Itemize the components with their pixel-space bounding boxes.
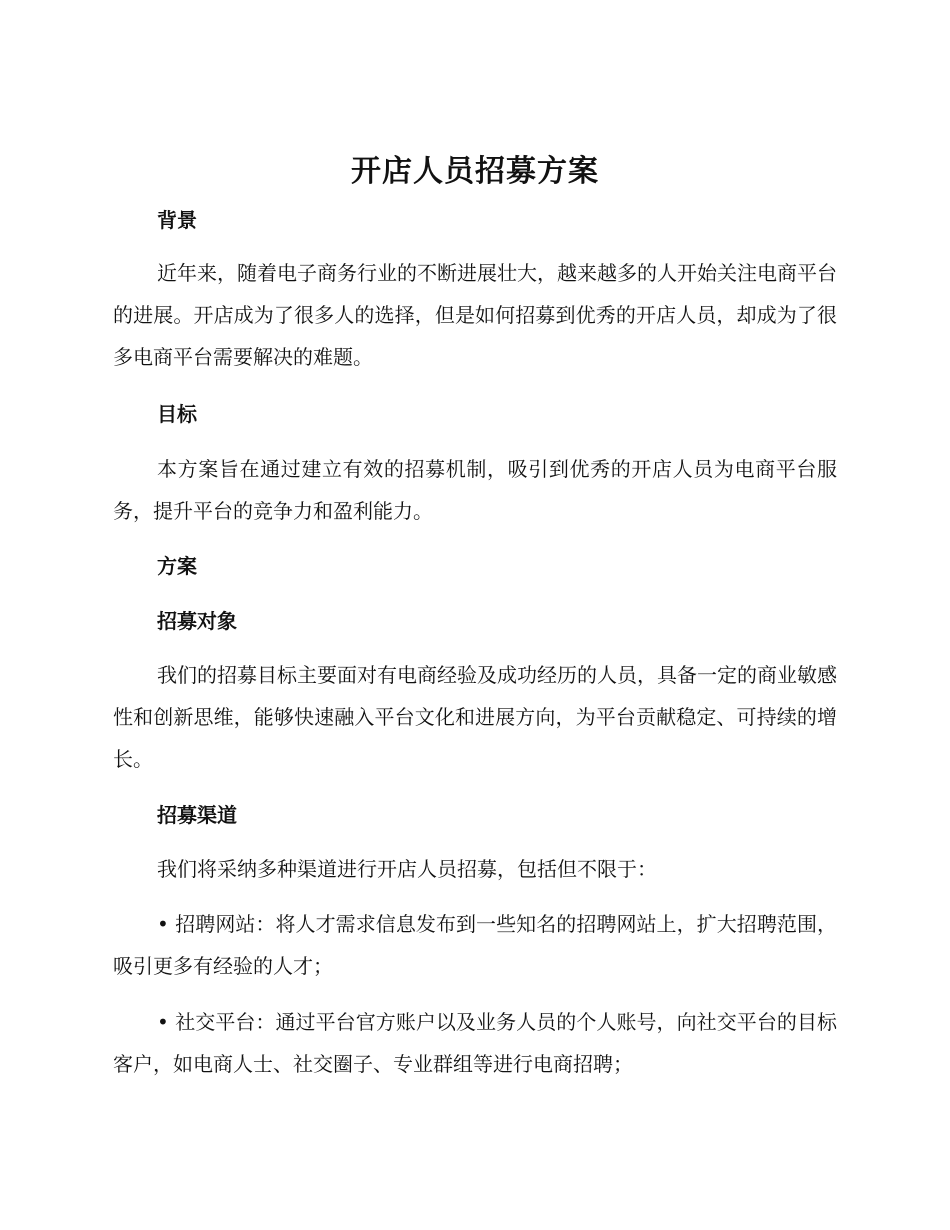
heading-recruit-target: 招募对象 (157, 609, 237, 633)
list-item-social-platform: • 社交平台：通过平台官方账户以及业务人员的个人账号，向社交平台的目标客户，如电商人士、社交圈子、专业群组等进行电商招聘； (113, 1010, 837, 1076)
list-item-recruit-website: • 招聘网站：将人才需求信息发布到一些知名的招聘网站上，扩大招聘范围，吸引更多有经验的人才； (113, 912, 837, 978)
paragraph-recruit-target: 我们的招募目标主要面对有电商经验及成功经历的人员，具备一定的商业敏感性和创新思维，能够快速融入平台文化和进展方向，为平台贡献稳定、可持续的增长。 (113, 663, 837, 771)
document-title: 开店人员招募方案 (351, 154, 599, 189)
paragraph-background: 近年来，随着电子商务行业的不断进展壮大，越来越多的人开始关注电商平台的进展。开店成为了很多人的选择，但是如何招募到优秀的开店人员，却成为了很多电商平台需要解决的难题。 (113, 261, 837, 369)
paragraph-recruit-channel: 我们将采纳多种渠道进行开店人员招募，包括但不限于： (157, 857, 657, 881)
heading-background: 背景 (157, 208, 197, 232)
heading-plan: 方案 (157, 554, 197, 578)
heading-recruit-channel: 招募渠道 (157, 803, 237, 827)
paragraph-goal: 本方案旨在通过建立有效的招募机制，吸引到优秀的开店人员为电商平台服务，提升平台的竞争力和盈利能力。 (113, 457, 837, 523)
heading-goal: 目标 (157, 402, 197, 426)
